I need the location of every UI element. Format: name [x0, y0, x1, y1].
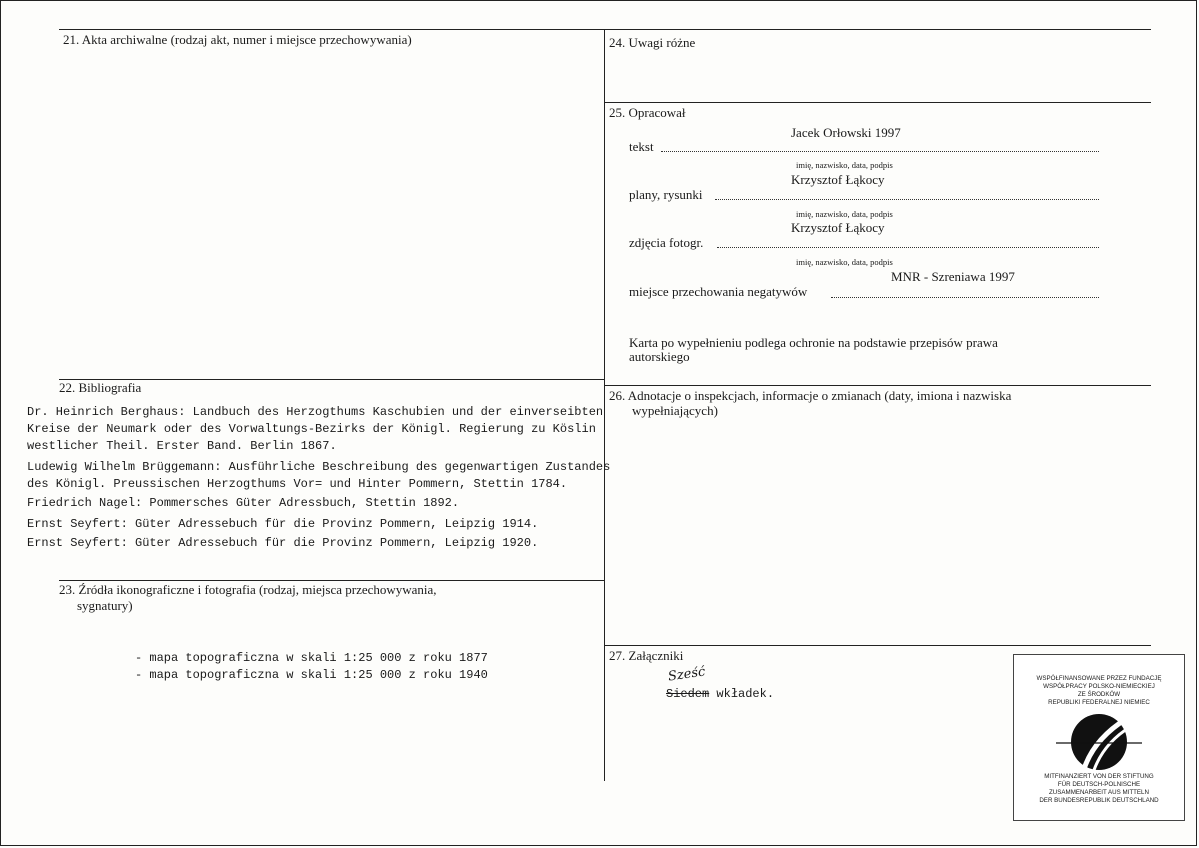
plany-sign-caption: imię, nazwisko, data, podpis: [796, 209, 893, 219]
attachments-text: [666, 685, 774, 703]
section-24-label: 24. Uwagi różne: [609, 35, 696, 50]
iconography-item: - mapa topograficzna w skali 1:25 000 z roku 1940: [135, 668, 488, 682]
logo-bottom-text: MITFINANZIERT VON DER STIFTUNG FÜR DEUTSCH-POLNISCHE ZUSAMMENARBEIT AUS MITTELN DER BUNDESREPUBLIK DEUTSCHLAND: [1039, 773, 1159, 804]
foundation-emblem-icon: [1054, 707, 1144, 777]
miejsce-dotted-line: [831, 297, 1099, 298]
zdjecia-dotted-line: [717, 247, 1099, 248]
bibliography-line: Ernst Seyfert: Güter Adressebuch für die Provinz Pommern, Leipzig 1914.: [27, 517, 539, 531]
miejsce-value: MNR - Szreniawa 1997: [891, 269, 1015, 284]
iconography-item: - mapa topograficzna w skali 1:25 000 z roku 1877: [135, 651, 488, 665]
tekst-sign-caption: imię, nazwisko, data, podpis: [796, 160, 893, 170]
section-25-label: 25. Opracował: [609, 105, 686, 120]
foundation-logo-box: [1013, 654, 1185, 821]
struck-word: Siedem: [666, 687, 710, 701]
bibliography-line: westlicher Theil. Erster Band. Berlin 1867.: [27, 439, 337, 453]
copyright-note: Karta po wypełnieniu podlega ochronie na podstawie przepisów prawa: [629, 335, 998, 350]
rule-right-27: [605, 645, 1151, 646]
section-22-label: 22. Bibliografia: [59, 380, 142, 395]
zdjecia-value: Krzysztof Łąkocy: [791, 220, 885, 235]
copyright-note-cont: autorskiego: [629, 349, 690, 364]
section-27-label: 27. Załączniki: [609, 648, 684, 663]
zdjecia-sign-caption: imię, nazwisko, data, podpis: [796, 257, 893, 267]
tekst-dotted-line: [661, 151, 1099, 152]
attachments-rest: wkładek.: [709, 687, 775, 701]
bibliography-line: des Königl. Preussischen Herzogthums Vor= und Hinter Pommern, Stettin 1784.: [27, 477, 568, 491]
section-23-label-cont: sygnatury): [77, 598, 133, 613]
section-21-label: 21. Akta archiwalne (rodzaj akt, numer i miejsce przechowywania): [63, 32, 412, 47]
bibliography-line: Kreise der Neumark oder des Vorwaltungs-Bezirks der Königl. Regierung zu Köslin: [27, 422, 596, 436]
plany-dotted-line: [715, 199, 1099, 200]
plany-label: plany, rysunki: [629, 187, 703, 202]
bibliography-line: Friedrich Nagel: Pommersches Güter Adressbuch, Stettin 1892.: [27, 496, 460, 510]
rule-left-23: [59, 580, 604, 581]
section-26-label: 26. Adnotacje o inspekcjach, informacje o zmianach (daty, imiona i nazwiska: [609, 388, 1012, 403]
plany-value: Krzysztof Łąkocy: [791, 172, 885, 187]
bibliography-line: Dr. Heinrich Berghaus: Landbuch des Herzogthums Kaschubien und der einverseibten: [27, 405, 604, 419]
rule-24-25: [605, 102, 1151, 103]
bibliography-line: Ludewig Wilhelm Brüggemann: Ausführliche Beschreibung des gegenwartigen Zustandes: [27, 460, 611, 474]
rule-right-26: [605, 385, 1151, 386]
tekst-value: Jacek Orłowski 1997: [791, 125, 901, 140]
top-rule: [59, 29, 1151, 30]
logo-top-text: WSPÓŁFINANSOWANE PRZEZ FUNDACJĘ WSPÓŁPRACY POLSKO-NIEMIECKIEJ ZE ŚRODKÓW REPUBLIKI FEDERALNEJ NIEMIEC: [1036, 675, 1162, 706]
section-26-label-cont: wypełniających): [632, 403, 718, 418]
tekst-label: tekst: [629, 139, 654, 154]
zdjecia-label: zdjęcia fotogr.: [629, 235, 704, 250]
handwritten-correction: Sześć: [667, 664, 707, 685]
middle-divider: [604, 29, 605, 781]
bibliography-line: Ernst Seyfert: Güter Adressebuch für die Provinz Pommern, Leipzig 1920.: [27, 536, 539, 550]
section-23-label: 23. Źródła ikonograficzne i fotografia (rodzaj, miejsca przechowywania,: [59, 582, 437, 597]
miejsce-label: miejsce przechowania negatywów: [629, 284, 808, 299]
